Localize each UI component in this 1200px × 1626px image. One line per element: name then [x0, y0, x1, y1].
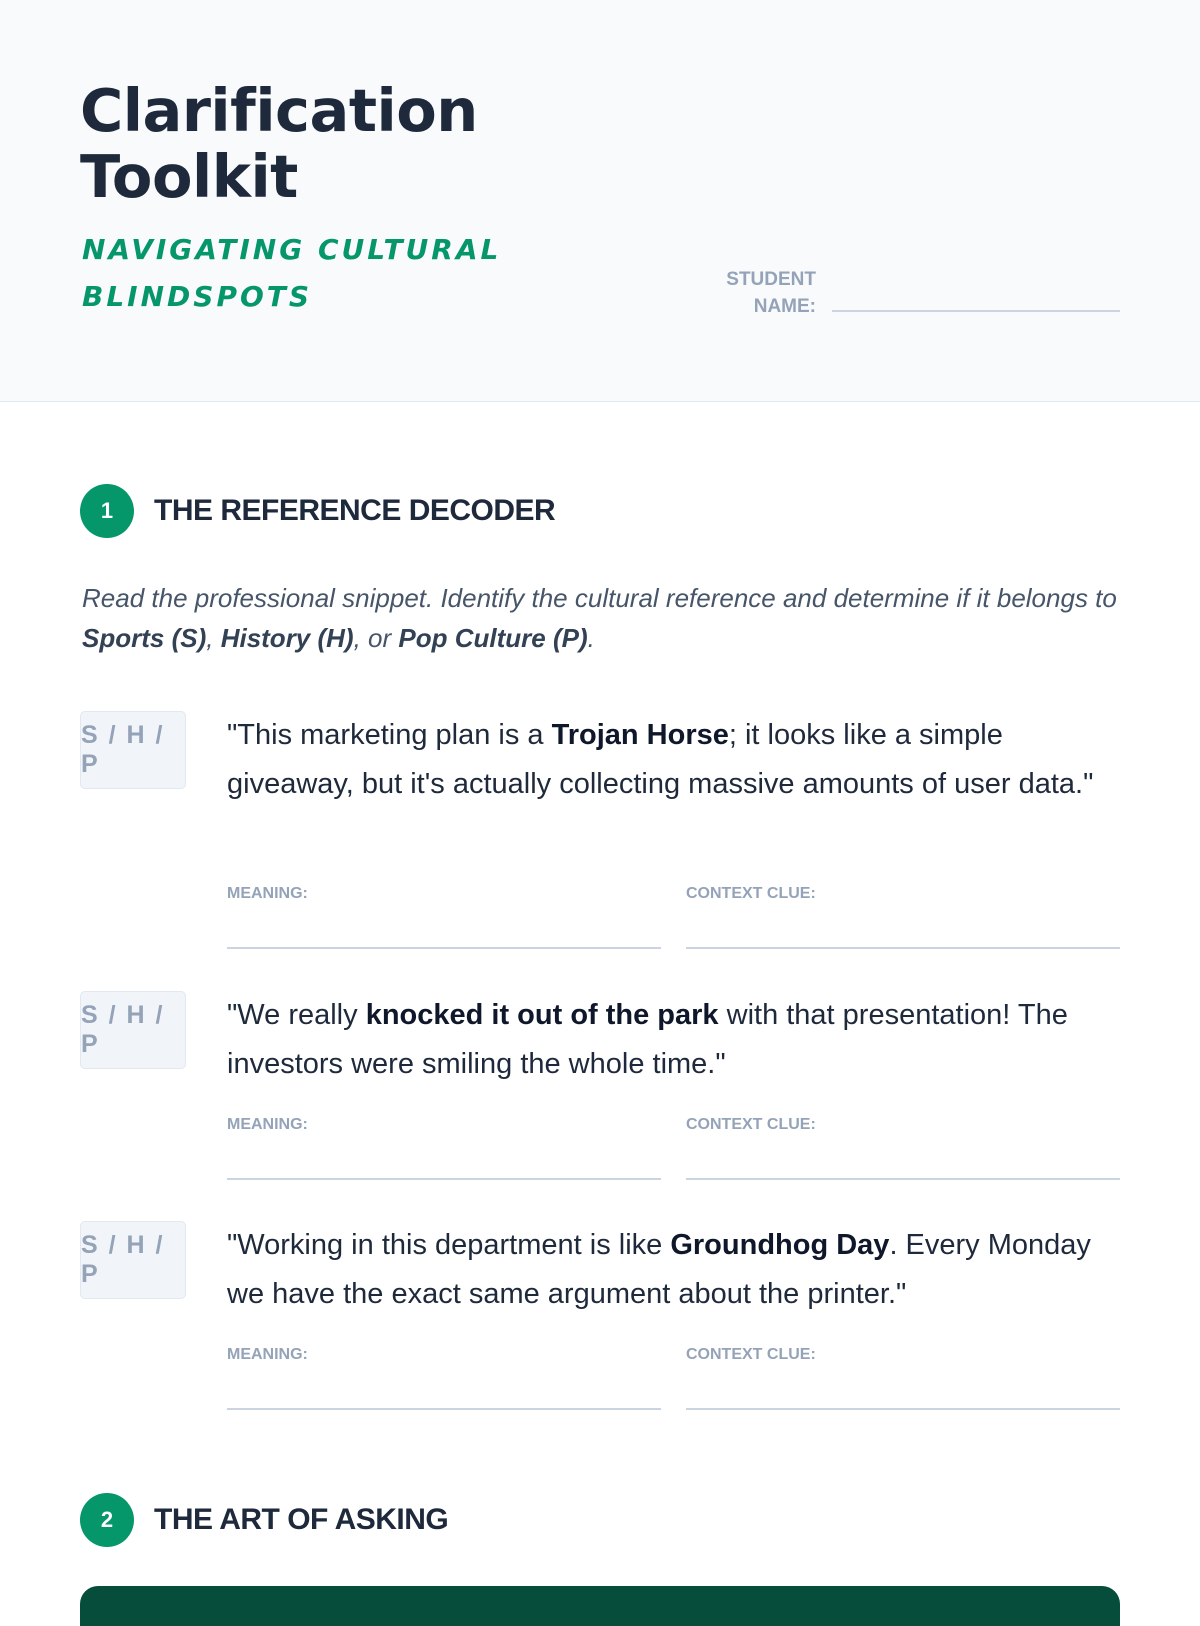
- context-clue-field[interactable]: [686, 1346, 1120, 1410]
- page-title: [80, 78, 478, 210]
- worksheet-header: [0, 0, 1200, 402]
- quote-reference-phrase: Trojan Horse: [551, 719, 729, 751]
- section-instructions: [82, 578, 1132, 658]
- meaning-label: MEANING:: [227, 1116, 308, 1133]
- student-name-label: [726, 266, 816, 320]
- category-sports: Sports (S): [82, 623, 207, 653]
- meaning-field[interactable]: [227, 1116, 661, 1180]
- category-answer-box[interactable]: S / H / P: [80, 1221, 186, 1299]
- reference-quote: [227, 711, 1120, 809]
- context-clue-label: CONTEXT CLUE:: [686, 1346, 816, 1363]
- quote-reference-phrase: Groundhog Day: [670, 1229, 890, 1261]
- quote-text: with that presentation! The investors were smiling the whole time.": [227, 999, 1068, 1080]
- category-answer-box[interactable]: S / H / P: [80, 991, 186, 1069]
- section-2-heading: [80, 1493, 448, 1547]
- quote-text: . Every Monday we have the exact same argument about the printer.": [227, 1229, 1091, 1310]
- meaning-field[interactable]: [227, 885, 661, 949]
- subtitle-line-2: BLINDSPOTS: [82, 280, 313, 313]
- section-title: THE ART OF ASKING: [154, 1503, 449, 1536]
- section-1-heading: [80, 484, 555, 538]
- reference-quote: [227, 991, 1120, 1089]
- section-2-panel: [80, 1586, 1120, 1626]
- category-pop-culture: Pop Culture (P): [398, 623, 588, 653]
- instructions-text: Read the professional snippet. Identify the cultural reference and determine if it belongs to: [82, 583, 1117, 613]
- student-name-field[interactable]: [832, 310, 1120, 312]
- meaning-label: MEANING:: [227, 1346, 308, 1363]
- instructions-separator: , or: [353, 623, 399, 653]
- subtitle-line-1: NAVIGATING CULTURAL: [82, 233, 502, 266]
- meaning-field[interactable]: [227, 1346, 661, 1410]
- section-title: THE REFERENCE DECODER: [154, 494, 556, 527]
- section-number-badge: 1: [80, 484, 134, 538]
- instructions-end: .: [587, 623, 595, 653]
- reference-quote: [227, 1221, 1120, 1319]
- context-clue-label: CONTEXT CLUE:: [686, 1116, 816, 1133]
- context-clue-field[interactable]: [686, 885, 1120, 949]
- instructions-separator: ,: [206, 623, 221, 653]
- quote-text: "Working in this department is like: [227, 1229, 671, 1261]
- title-line-1: Clarification: [80, 76, 478, 145]
- page-subtitle: [82, 226, 501, 320]
- quote-reference-phrase: knocked it out of the park: [365, 999, 719, 1031]
- context-clue-label: CONTEXT CLUE:: [686, 885, 816, 902]
- section-number-badge: 2: [80, 1493, 134, 1547]
- student-name-label-line-1: STUDENT: [726, 269, 816, 290]
- quote-text: ; it looks like a simple giveaway, but it's actually collecting massive amounts of user data.": [227, 719, 1094, 800]
- student-name-label-line-2: NAME:: [753, 296, 816, 317]
- title-line-2: Toolkit: [80, 142, 298, 211]
- category-answer-box[interactable]: S / H / P: [80, 711, 186, 789]
- meaning-label: MEANING:: [227, 885, 308, 902]
- context-clue-field[interactable]: [686, 1116, 1120, 1180]
- quote-text: "This marketing plan is a: [227, 719, 552, 751]
- quote-text: "We really: [227, 999, 366, 1031]
- category-history: History (H): [220, 623, 354, 653]
